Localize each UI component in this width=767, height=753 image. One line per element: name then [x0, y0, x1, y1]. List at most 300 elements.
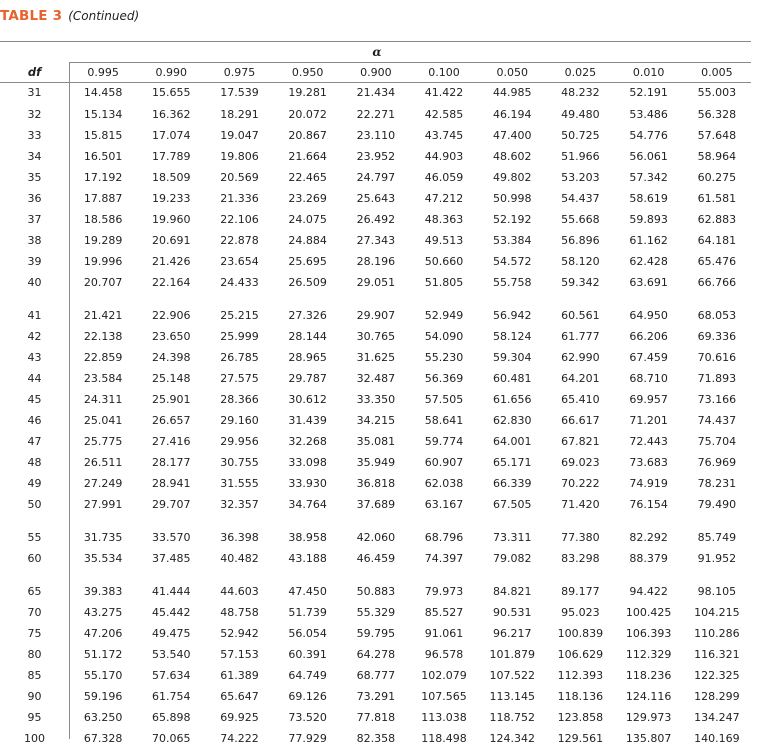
value-cell: 59.774: [424, 435, 464, 448]
value-cell: 77.380: [561, 531, 600, 544]
value-cell: 56.896: [561, 234, 600, 247]
value-cell: 20.691: [152, 234, 191, 247]
value-cell: 29.707: [152, 498, 191, 511]
value-cell: 62.038: [424, 477, 464, 490]
table-row: [0, 251, 751, 272]
table-row: [0, 602, 751, 623]
alpha-header: α: [372, 45, 382, 59]
df-cell: 85: [27, 669, 42, 682]
value-cell: 27.249: [83, 477, 123, 490]
value-cell: 29.160: [220, 414, 259, 427]
value-cell: 59.304: [492, 351, 532, 364]
value-cell: 50.998: [492, 192, 532, 205]
value-cell: 27.991: [83, 498, 123, 511]
df-cell: 43: [27, 351, 42, 364]
table-row: [0, 581, 751, 602]
value-cell: 96.578: [424, 648, 464, 661]
value-cell: 49.480: [561, 108, 600, 121]
table-row: [0, 272, 751, 293]
value-cell: 22.138: [83, 330, 123, 343]
value-cell: 67.459: [629, 351, 668, 364]
value-cell: 71.201: [629, 414, 668, 427]
value-cell: 56.054: [288, 627, 327, 640]
value-cell: 19.996: [83, 255, 123, 268]
value-cell: 50.883: [356, 585, 396, 598]
value-cell: 68.796: [424, 531, 464, 544]
value-cell: 85.527: [424, 606, 464, 619]
value-cell: 31.625: [356, 351, 396, 364]
value-cell: 63.250: [83, 711, 123, 724]
df-cell: 65: [27, 585, 42, 598]
value-cell: 24.884: [288, 234, 327, 247]
value-cell: 33.350: [356, 393, 396, 406]
value-cell: 102.079: [421, 669, 467, 682]
value-cell: 70.616: [697, 351, 737, 364]
value-cell: 68.710: [629, 372, 668, 385]
top-rule: [0, 41, 751, 42]
value-cell: 79.082: [492, 552, 532, 565]
table-row: [0, 305, 751, 326]
value-cell: 63.167: [424, 498, 464, 511]
value-cell: 101.879: [489, 648, 535, 661]
value-cell: 29.051: [356, 276, 396, 289]
value-cell: 58.964: [697, 150, 737, 163]
value-cell: 31.555: [220, 477, 259, 490]
value-cell: 24.433: [220, 276, 259, 289]
value-cell: 43.275: [83, 606, 123, 619]
value-cell: 74.437: [697, 414, 737, 427]
value-cell: 23.584: [83, 372, 123, 385]
value-cell: 58.641: [424, 414, 464, 427]
spacer-cell: [0, 515, 751, 527]
value-cell: 65.410: [561, 393, 600, 406]
df-cell: 48: [27, 456, 42, 469]
value-cell: 44.903: [424, 150, 464, 163]
value-cell: 140.169: [694, 732, 740, 745]
chi-square-table: [0, 63, 751, 749]
value-cell: 85.749: [697, 531, 737, 544]
value-cell: 34.215: [356, 414, 396, 427]
value-cell: 78.231: [697, 477, 737, 490]
value-cell: 82.292: [629, 531, 668, 544]
value-cell: 52.191: [629, 86, 668, 99]
value-cell: 35.949: [356, 456, 396, 469]
value-cell: 129.561: [557, 732, 604, 745]
value-cell: 31.735: [83, 531, 123, 544]
value-cell: 69.925: [220, 711, 259, 724]
value-cell: 123.858: [557, 711, 604, 724]
value-cell: 21.421: [83, 309, 123, 322]
value-cell: 37.689: [356, 498, 396, 511]
value-cell: 23.269: [288, 192, 327, 205]
value-cell: 134.247: [694, 711, 740, 724]
table-row: [0, 431, 751, 452]
value-cell: 19.233: [152, 192, 191, 205]
value-cell: 65.647: [220, 690, 259, 703]
df-cell: 46: [27, 414, 42, 427]
value-cell: 23.952: [356, 150, 396, 163]
value-cell: 32.487: [356, 372, 396, 385]
table-label: TABLE 3: [0, 8, 63, 24]
value-cell: 28.965: [288, 351, 327, 364]
value-cell: 70.222: [561, 477, 600, 490]
value-cell: 124.342: [489, 732, 535, 745]
value-cell: 57.634: [152, 669, 191, 682]
value-cell: 58.619: [629, 192, 668, 205]
value-cell: 61.656: [492, 393, 532, 406]
value-cell: 24.398: [152, 351, 191, 364]
value-cell: 65.171: [492, 456, 532, 469]
table-row: [0, 452, 751, 473]
value-cell: 19.281: [288, 86, 327, 99]
value-cell: 34.764: [288, 498, 327, 511]
value-cell: 52.192: [492, 213, 532, 226]
value-cell: 113.145: [489, 690, 535, 703]
table-row: [0, 548, 751, 569]
value-cell: 20.707: [83, 276, 123, 289]
value-cell: 29.787: [288, 372, 327, 385]
value-cell: 22.878: [220, 234, 259, 247]
value-cell: 41.422: [424, 86, 464, 99]
alpha-level-header: 0.900: [360, 66, 392, 79]
alpha-level-header: 0.025: [564, 66, 597, 79]
value-cell: 94.422: [629, 585, 668, 598]
value-cell: 46.194: [492, 108, 532, 121]
value-cell: 20.867: [288, 129, 327, 142]
alpha-level-header: 0.990: [155, 66, 188, 79]
value-cell: 53.203: [561, 171, 600, 184]
value-cell: 61.389: [220, 669, 259, 682]
value-cell: 14.458: [83, 86, 123, 99]
value-cell: 28.366: [220, 393, 259, 406]
table-row: [0, 473, 751, 494]
value-cell: 46.059: [424, 171, 464, 184]
value-cell: 51.805: [424, 276, 464, 289]
value-cell: 55.668: [561, 213, 600, 226]
df-cell: 40: [27, 276, 42, 289]
value-cell: 95.023: [561, 606, 600, 619]
table-row: [0, 644, 751, 665]
value-cell: 22.271: [356, 108, 396, 121]
df-cell: 80: [27, 648, 42, 661]
value-cell: 38.958: [288, 531, 327, 544]
value-cell: 37.485: [152, 552, 191, 565]
value-cell: 26.509: [288, 276, 327, 289]
value-cell: 53.384: [492, 234, 532, 247]
df-cell: 39: [27, 255, 42, 268]
table-row: [0, 209, 751, 230]
value-cell: 24.797: [356, 171, 396, 184]
value-cell: 57.153: [220, 648, 259, 661]
value-cell: 46.459: [356, 552, 396, 565]
value-cell: 91.061: [424, 627, 464, 640]
value-cell: 54.572: [492, 255, 532, 268]
alpha-level-header: 0.005: [701, 66, 733, 79]
value-cell: 25.643: [356, 192, 396, 205]
value-cell: 73.520: [288, 711, 327, 724]
value-cell: 52.942: [220, 627, 259, 640]
value-cell: 55.329: [356, 606, 396, 619]
value-cell: 47.450: [288, 585, 327, 598]
value-cell: 42.585: [424, 108, 464, 121]
value-cell: 25.215: [220, 309, 259, 322]
value-cell: 58.120: [561, 255, 600, 268]
value-cell: 55.758: [492, 276, 532, 289]
value-cell: 29.956: [220, 435, 259, 448]
value-cell: 113.038: [421, 711, 467, 724]
table-body: [0, 82, 751, 749]
value-cell: 59.893: [629, 213, 668, 226]
df-header: df: [27, 65, 42, 79]
value-cell: 17.887: [83, 192, 123, 205]
value-cell: 19.960: [152, 213, 191, 226]
value-cell: 122.325: [694, 669, 740, 682]
value-cell: 55.230: [424, 351, 464, 364]
value-cell: 118.498: [421, 732, 467, 745]
value-cell: 118.752: [489, 711, 535, 724]
table-row: [0, 326, 751, 347]
alpha-level-header: 0.975: [223, 66, 256, 79]
value-cell: 36.818: [356, 477, 396, 490]
table-row: [0, 665, 751, 686]
value-cell: 51.739: [288, 606, 327, 619]
value-cell: 70.065: [152, 732, 191, 745]
value-cell: 27.575: [220, 372, 259, 385]
value-cell: 56.369: [424, 372, 464, 385]
value-cell: 112.393: [557, 669, 604, 682]
value-cell: 96.217: [492, 627, 532, 640]
value-cell: 51.172: [83, 648, 123, 661]
spacer-cell: [0, 293, 751, 305]
value-cell: 15.815: [83, 129, 123, 142]
value-cell: 15.134: [83, 108, 123, 121]
value-cell: 62.883: [697, 213, 737, 226]
value-cell: 69.336: [697, 330, 737, 343]
value-cell: 64.001: [492, 435, 532, 448]
value-cell: 71.893: [697, 372, 737, 385]
value-cell: 17.074: [152, 129, 191, 142]
value-cell: 53.486: [629, 108, 668, 121]
value-cell: 47.206: [83, 627, 123, 640]
value-cell: 106.393: [625, 627, 672, 640]
value-cell: 42.060: [356, 531, 396, 544]
value-cell: 24.075: [288, 213, 327, 226]
value-cell: 49.475: [152, 627, 191, 640]
value-cell: 22.859: [83, 351, 123, 364]
table-row: [0, 368, 751, 389]
value-cell: 26.785: [220, 351, 259, 364]
table-row: [0, 188, 751, 209]
value-cell: 107.522: [489, 669, 535, 682]
value-cell: 22.106: [220, 213, 259, 226]
value-cell: 30.765: [356, 330, 396, 343]
value-cell: 27.343: [356, 234, 396, 247]
value-cell: 36.398: [220, 531, 259, 544]
value-cell: 50.725: [561, 129, 600, 142]
value-cell: 33.570: [152, 531, 191, 544]
value-cell: 53.540: [152, 648, 191, 661]
value-cell: 22.906: [152, 309, 191, 322]
df-cell: 45: [27, 393, 42, 406]
value-cell: 16.362: [152, 108, 191, 121]
value-cell: 44.603: [220, 585, 259, 598]
value-cell: 28.177: [152, 456, 191, 469]
value-cell: 25.041: [83, 414, 123, 427]
table-row: [0, 230, 751, 251]
value-cell: 41.444: [152, 585, 191, 598]
value-cell: 59.342: [561, 276, 600, 289]
value-cell: 48.602: [492, 150, 532, 163]
value-cell: 19.806: [220, 150, 259, 163]
value-cell: 28.941: [152, 477, 191, 490]
value-cell: 72.443: [629, 435, 668, 448]
value-cell: 48.758: [220, 606, 259, 619]
value-cell: 112.329: [625, 648, 672, 661]
table-row: [0, 125, 751, 146]
table-continued-note: (Continued): [68, 9, 140, 23]
value-cell: 76.969: [697, 456, 737, 469]
value-cell: 19.047: [220, 129, 259, 142]
value-cell: 54.437: [561, 192, 600, 205]
value-cell: 35.534: [83, 552, 123, 565]
df-cell: 34: [27, 150, 42, 163]
value-cell: 66.206: [629, 330, 668, 343]
value-cell: 21.336: [220, 192, 259, 205]
table-row: [0, 494, 751, 515]
header-row: [0, 63, 751, 82]
value-cell: 50.660: [424, 255, 464, 268]
value-cell: 110.286: [694, 627, 740, 640]
value-cell: 84.821: [492, 585, 532, 598]
df-cell: 60: [27, 552, 42, 565]
value-cell: 25.999: [220, 330, 259, 343]
value-cell: 54.776: [629, 129, 668, 142]
value-cell: 62.990: [561, 351, 600, 364]
value-cell: 31.439: [288, 414, 327, 427]
value-cell: 26.511: [83, 456, 123, 469]
value-cell: 43.188: [288, 552, 327, 565]
value-cell: 67.505: [492, 498, 532, 511]
value-cell: 118.136: [557, 690, 604, 703]
spacer-cell: [0, 569, 751, 581]
value-cell: 60.391: [288, 648, 327, 661]
value-cell: 66.766: [697, 276, 737, 289]
value-cell: 73.291: [356, 690, 396, 703]
value-cell: 65.898: [152, 711, 191, 724]
df-cell: 75: [27, 627, 42, 640]
value-cell: 98.105: [697, 585, 737, 598]
df-cell: 35: [27, 171, 42, 184]
table-row: [0, 82, 751, 104]
df-cell: 100: [24, 732, 45, 745]
value-cell: 52.949: [424, 309, 464, 322]
df-cell: 42: [27, 330, 42, 343]
value-cell: 62.428: [629, 255, 668, 268]
table-row: [0, 686, 751, 707]
value-cell: 69.023: [561, 456, 600, 469]
value-cell: 64.181: [697, 234, 737, 247]
table-row: [0, 707, 751, 728]
value-cell: 48.232: [561, 86, 600, 99]
table-row: [0, 104, 751, 125]
value-cell: 104.215: [694, 606, 740, 619]
value-cell: 17.789: [152, 150, 191, 163]
group-spacer: [0, 569, 751, 581]
value-cell: 60.481: [492, 372, 532, 385]
table-row: [0, 389, 751, 410]
value-cell: 56.942: [492, 309, 532, 322]
value-cell: 20.569: [220, 171, 259, 184]
df-cell: 90: [27, 690, 42, 703]
value-cell: 69.957: [629, 393, 668, 406]
df-cell: 50: [27, 498, 42, 511]
df-cell: 95: [27, 711, 42, 724]
value-cell: 73.683: [629, 456, 668, 469]
value-cell: 57.505: [424, 393, 464, 406]
df-cell: 49: [27, 477, 42, 490]
df-cell: 47: [27, 435, 42, 448]
value-cell: 17.192: [83, 171, 123, 184]
table-row: [0, 146, 751, 167]
alpha-level-header: 0.010: [632, 66, 665, 79]
value-cell: 19.289: [83, 234, 123, 247]
value-cell: 47.212: [424, 192, 464, 205]
value-cell: 89.177: [561, 585, 600, 598]
value-cell: 128.299: [694, 690, 740, 703]
value-cell: 25.775: [83, 435, 123, 448]
value-cell: 91.952: [697, 552, 737, 565]
value-cell: 106.629: [557, 648, 604, 661]
value-cell: 61.162: [629, 234, 668, 247]
value-cell: 18.291: [220, 108, 259, 121]
value-cell: 23.110: [356, 129, 396, 142]
value-cell: 33.930: [288, 477, 327, 490]
value-cell: 29.907: [356, 309, 396, 322]
value-cell: 18.586: [83, 213, 123, 226]
df-cell: 55: [27, 531, 42, 544]
value-cell: 18.509: [152, 171, 191, 184]
value-cell: 60.561: [561, 309, 600, 322]
value-cell: 66.339: [492, 477, 532, 490]
value-cell: 32.268: [288, 435, 327, 448]
value-cell: 79.973: [424, 585, 464, 598]
value-cell: 61.777: [561, 330, 600, 343]
table-row: [0, 623, 751, 644]
value-cell: 17.539: [220, 86, 259, 99]
value-cell: 88.379: [629, 552, 668, 565]
value-cell: 68.777: [356, 669, 396, 682]
df-cell: 41: [27, 309, 42, 322]
df-cell: 36: [27, 192, 42, 205]
df-cell: 44: [27, 372, 42, 385]
value-cell: 76.154: [629, 498, 668, 511]
value-cell: 23.650: [152, 330, 191, 343]
df-cell: 33: [27, 129, 42, 142]
value-cell: 57.342: [629, 171, 668, 184]
value-cell: 30.755: [220, 456, 259, 469]
group-spacer: [0, 515, 751, 527]
value-cell: 64.749: [288, 669, 327, 682]
value-cell: 61.754: [152, 690, 191, 703]
value-cell: 21.664: [288, 150, 327, 163]
value-cell: 64.950: [629, 309, 668, 322]
value-cell: 118.236: [625, 669, 672, 682]
value-cell: 67.821: [561, 435, 600, 448]
value-cell: 27.416: [152, 435, 191, 448]
value-cell: 40.482: [220, 552, 259, 565]
value-cell: 26.492: [356, 213, 396, 226]
value-cell: 71.420: [561, 498, 600, 511]
